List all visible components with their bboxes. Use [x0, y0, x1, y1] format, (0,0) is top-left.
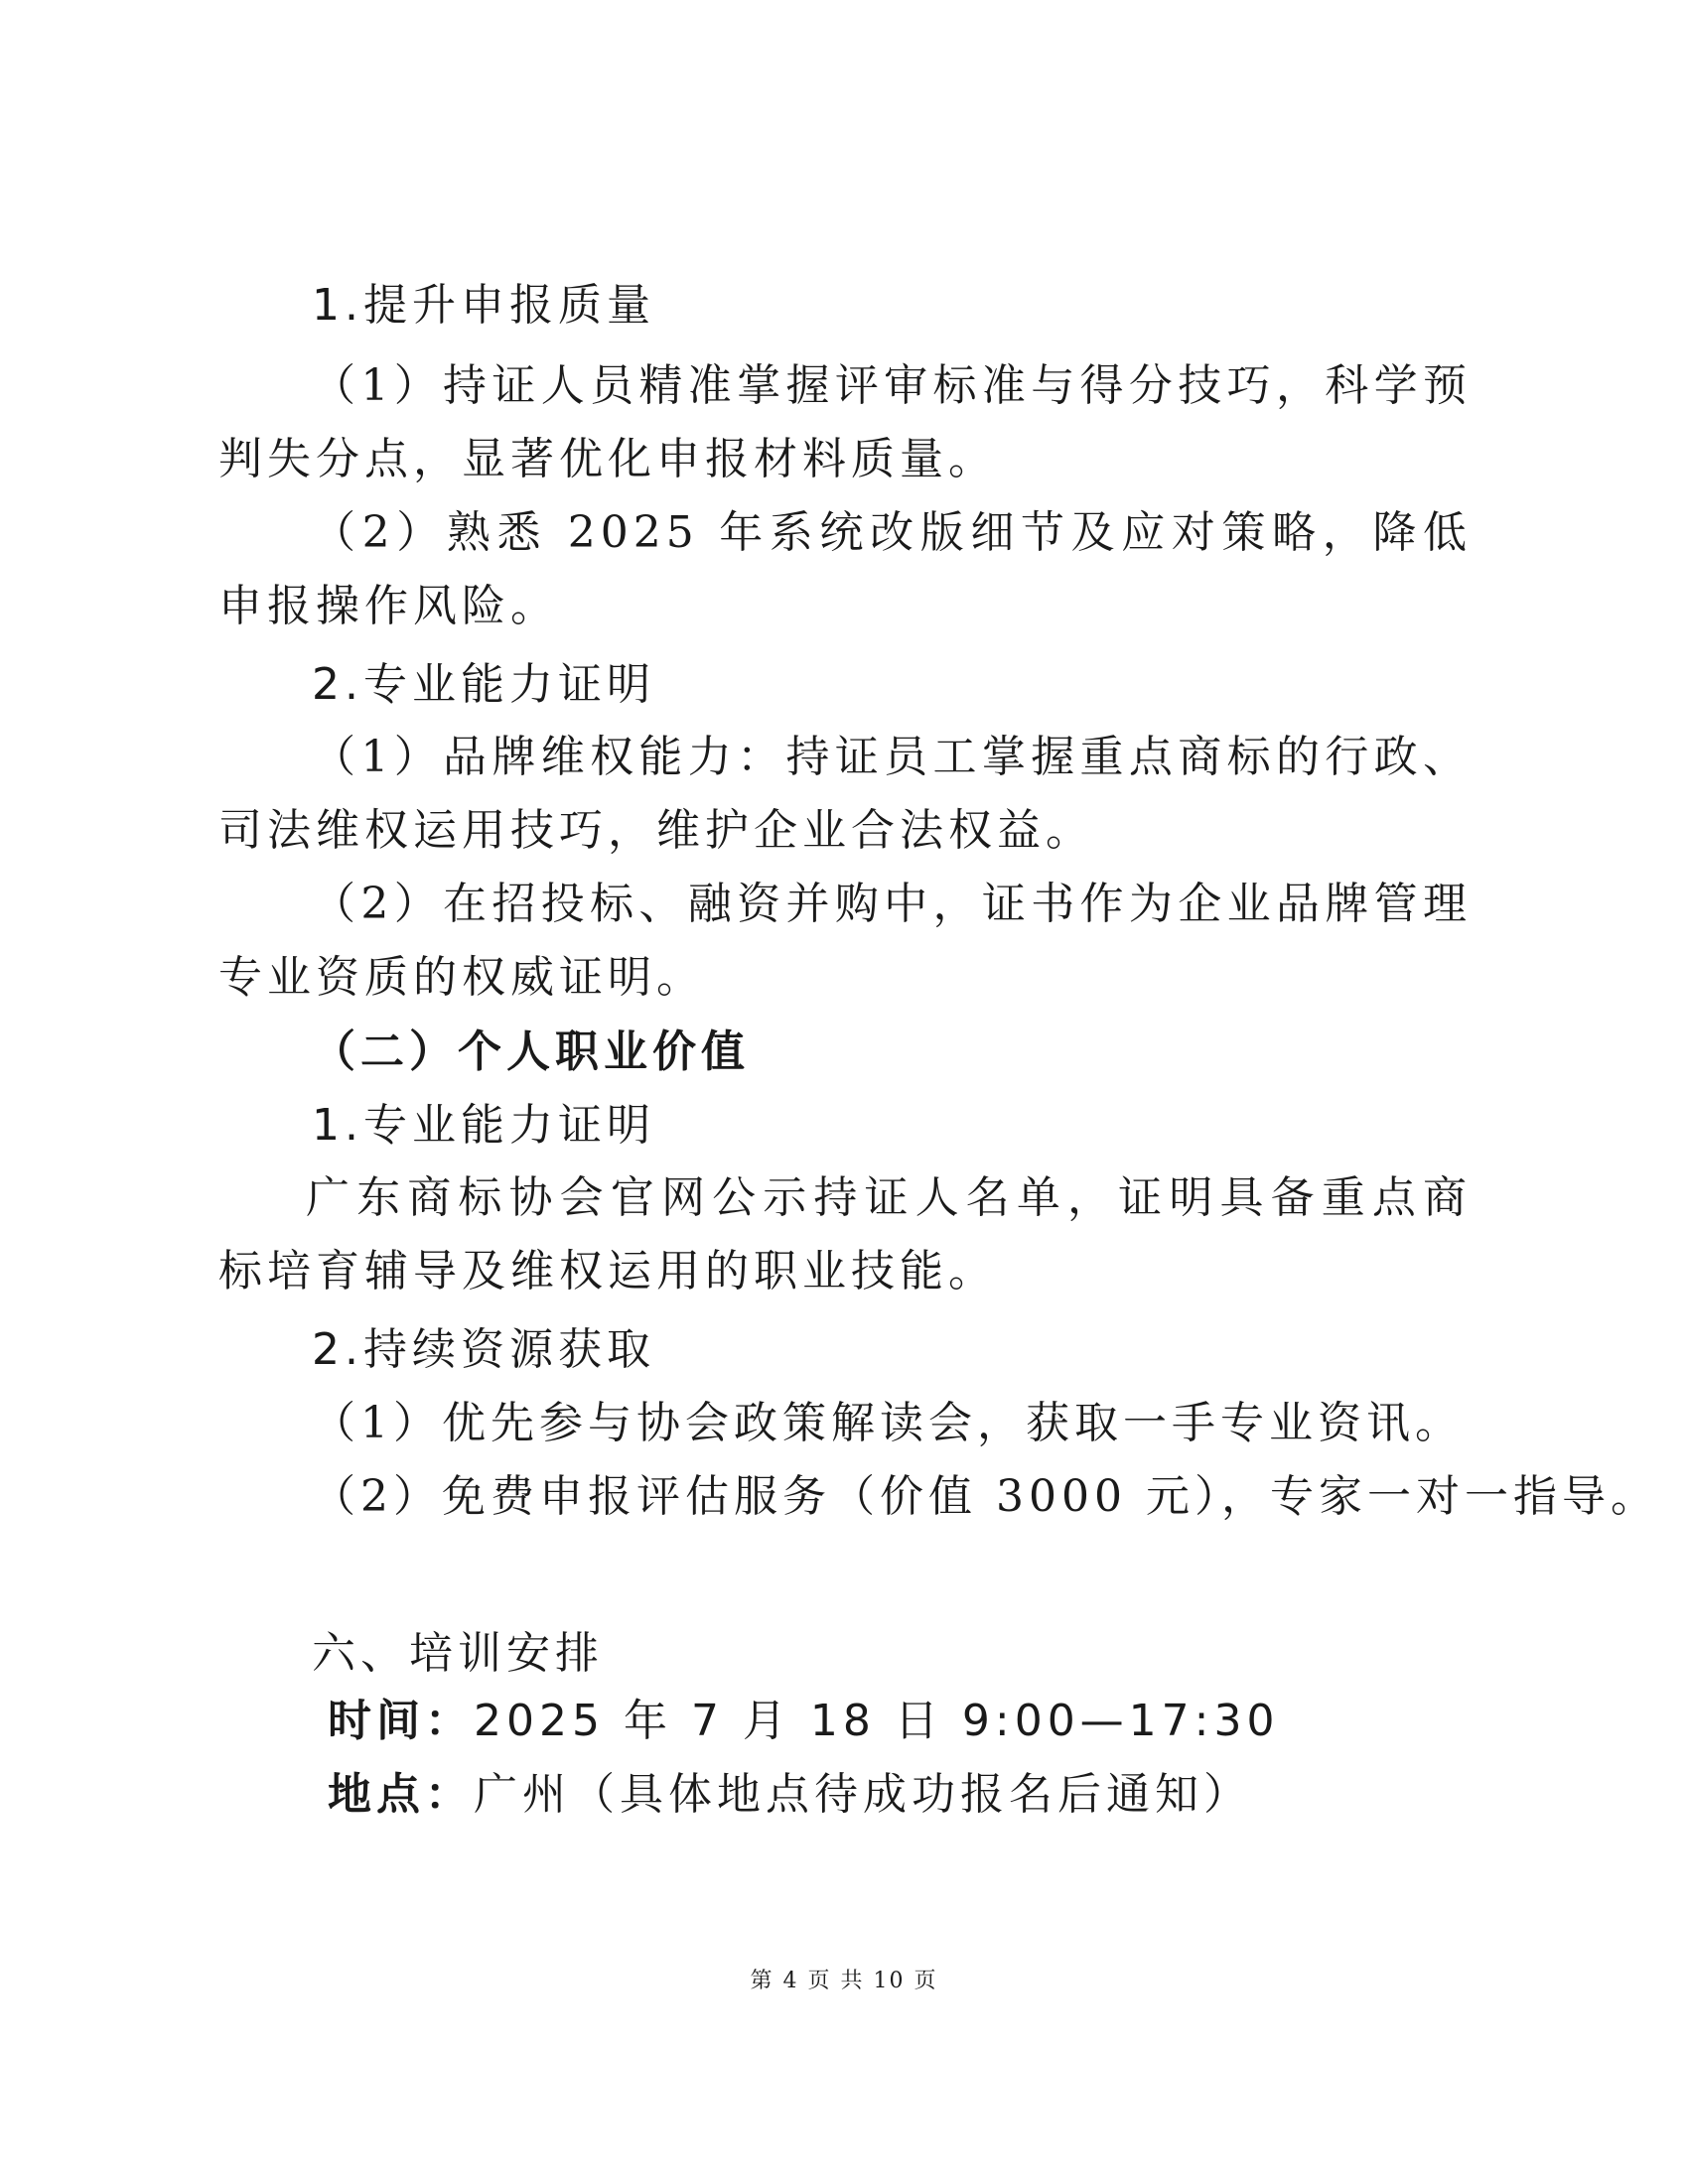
heading-improve-quality: 1.提升申报质量 [312, 280, 655, 331]
heading-resources: 2.持续资源获取 [312, 1324, 655, 1375]
paragraph-improve-1: （1）持证人员精准掌握评审标准与得分技巧，科学预判失分点，显著优化申报材料质量。 [218, 360, 1472, 484]
time-value: 2025 年 7 月 18 日 9:00—17:30 [474, 1696, 1280, 1746]
location-value: 广州（具体地点待成功报名后通知） [474, 1769, 1252, 1820]
paragraph-resources-2: （2）免费申报评估服务（价值 3000 元），专家一对一指导。 [312, 1471, 1659, 1522]
heading-professional-proof-org: 2.专业能力证明 [312, 659, 655, 710]
heading-training: 六、培训安排 [312, 1628, 604, 1679]
location-label: 地点： [328, 1769, 474, 1820]
paragraph-professional-2: （2）在招投标、融资并购中，证书作为企业品牌管理专业资质的权威证明。 [218, 879, 1472, 1003]
paragraph-resources-1: （1）优先参与协会政策解读会，获取一手专业资讯。 [312, 1398, 1464, 1448]
paragraph-personal-1: 广东商标协会官网公示持证人名单，证明具备重点商标培育辅导及维权运用的职业技能。 [218, 1172, 1472, 1297]
paragraph-improve-2: （2）熟悉 2025 年系统改版细节及应对策略，降低申报操作风险。 [218, 507, 1472, 631]
training-location-row [328, 1765, 1252, 1825]
page-footer: 第 4 页 共 10 页 [750, 1969, 938, 1993]
time-label: 时间： [328, 1696, 474, 1746]
heading-professional-proof-personal: 1.专业能力证明 [312, 1100, 655, 1151]
heading-personal-value: （二）个人职业价值 [312, 1026, 750, 1077]
paragraph-professional-1: （1）品牌维权能力：持证员工掌握重点商标的行政、司法维权运用技巧，维护企业合法权益。 [218, 732, 1472, 856]
training-time-row [328, 1692, 1279, 1751]
